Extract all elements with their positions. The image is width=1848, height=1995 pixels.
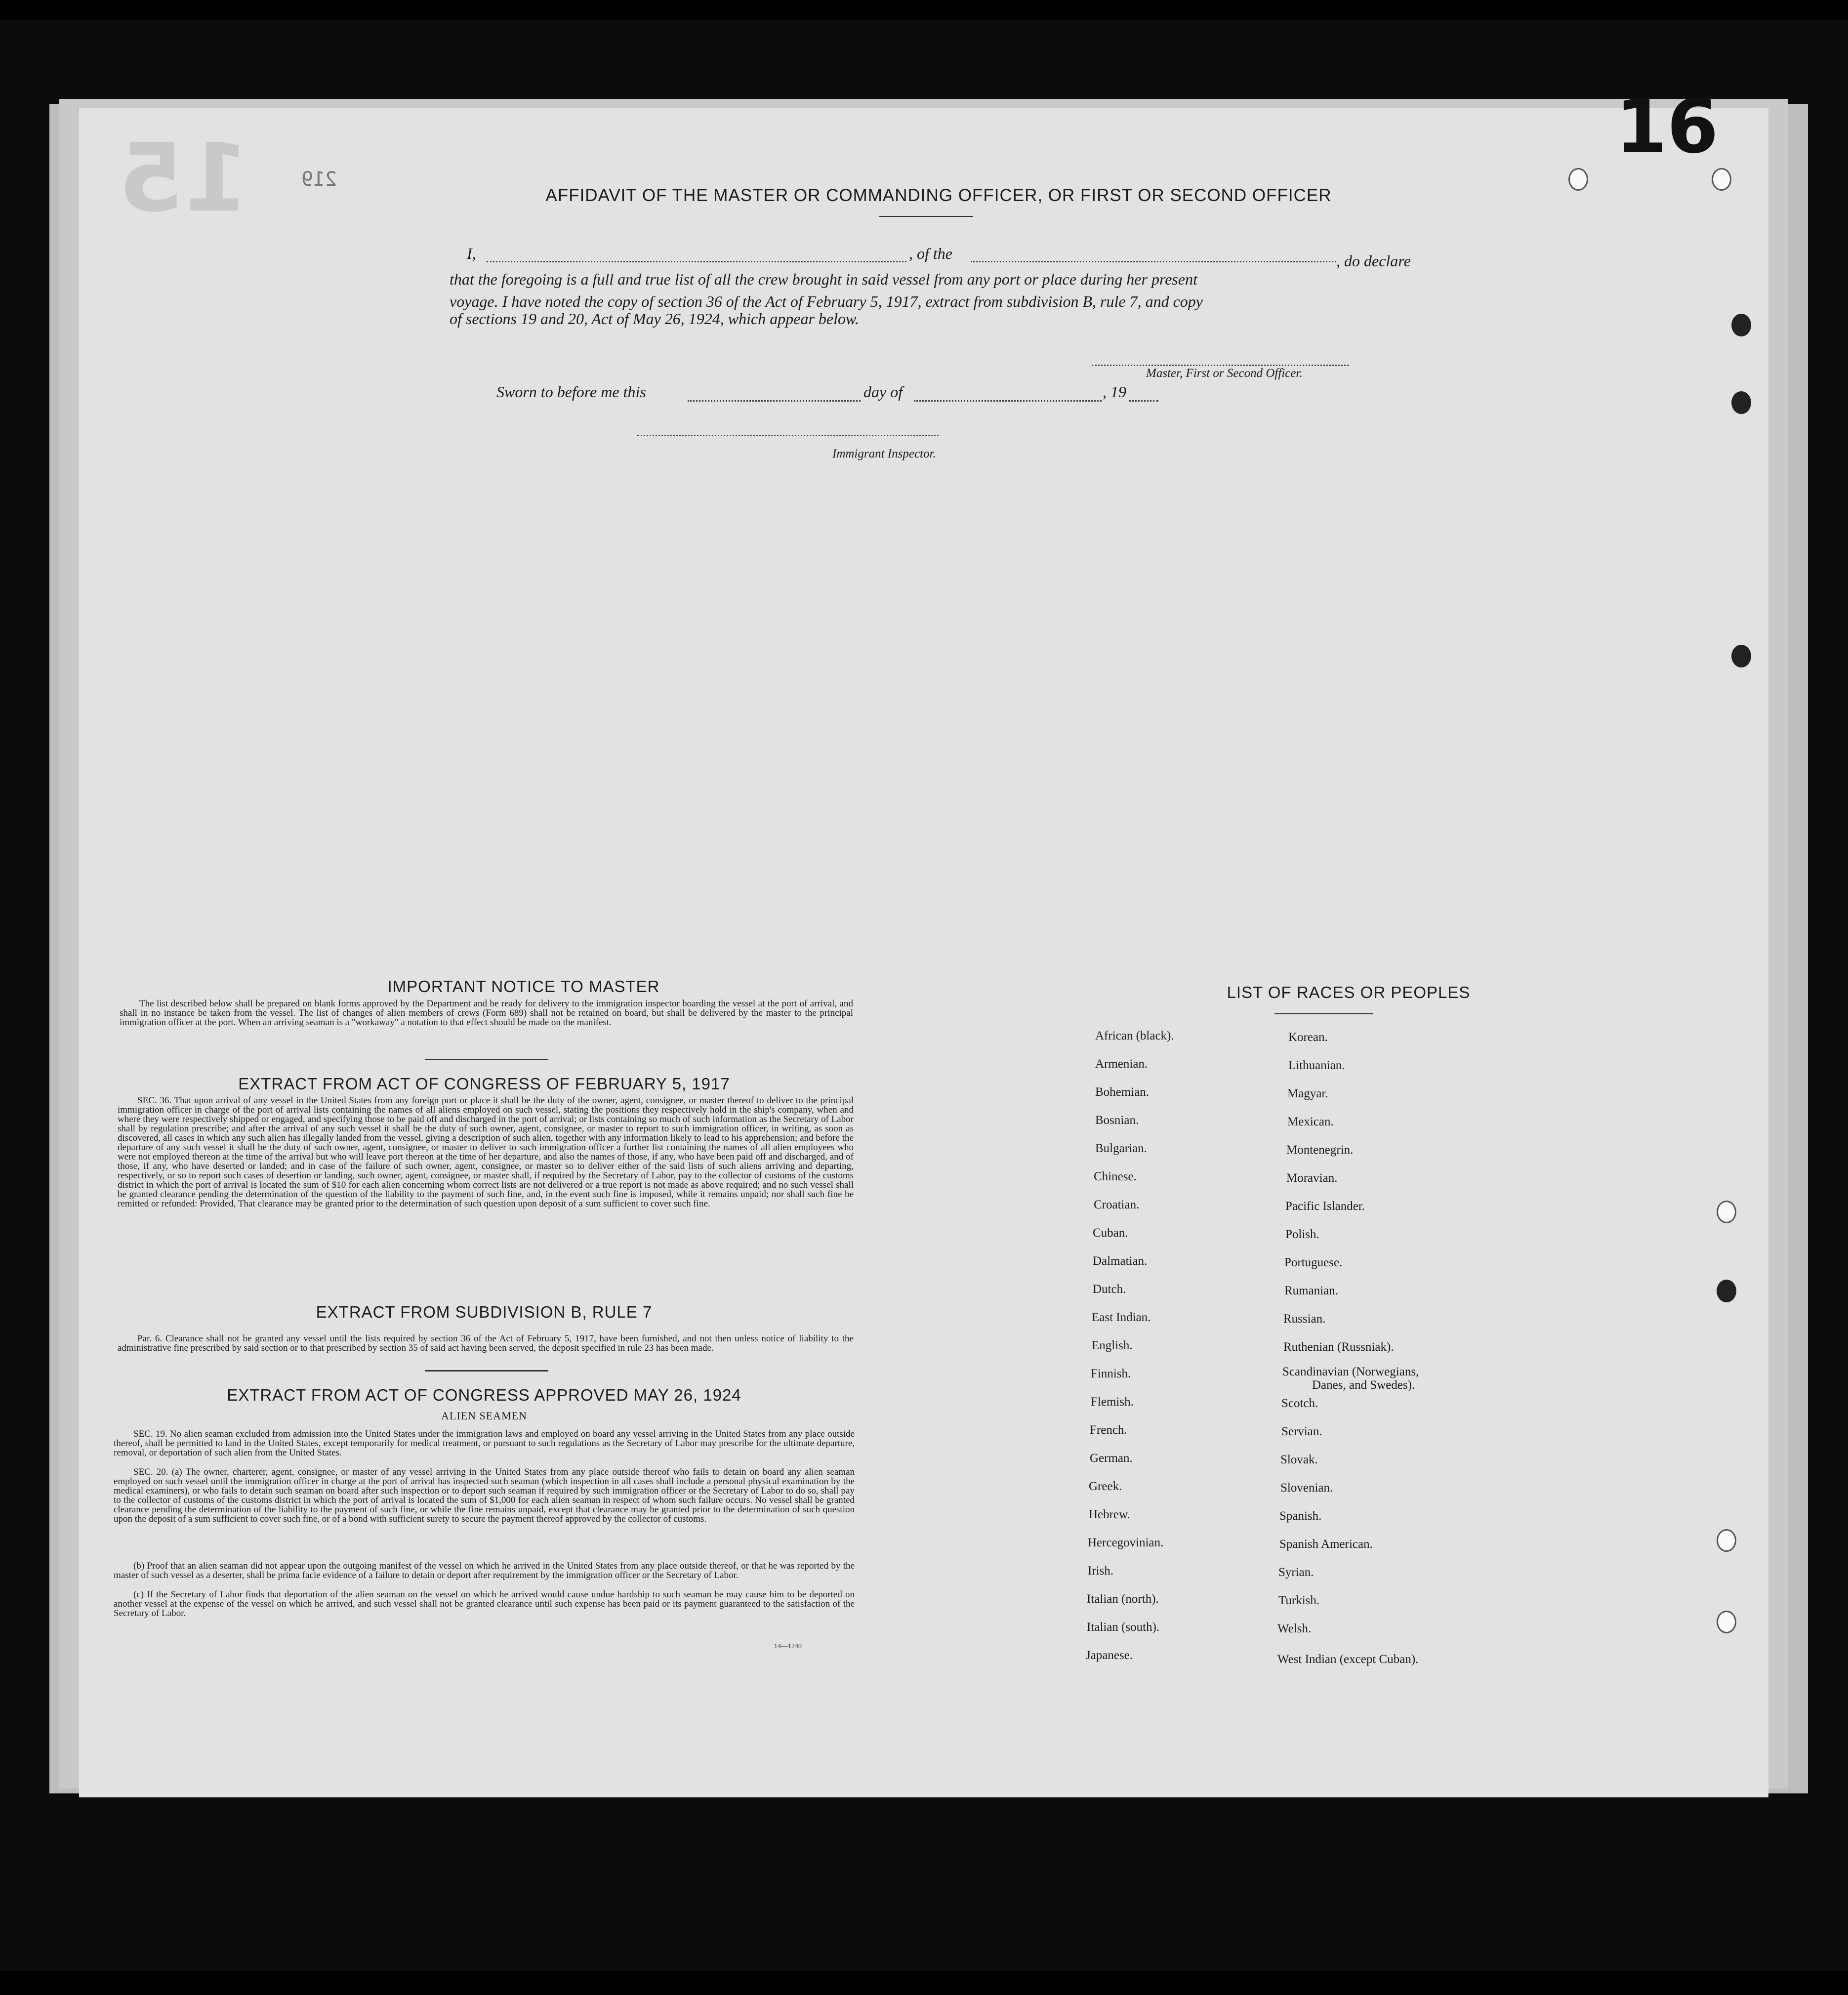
race-item: Montenegrin. [1286, 1143, 1354, 1157]
race-item: Servian. [1281, 1425, 1322, 1438]
affidavit-title: AFFIDAVIT OF THE MASTER OR COMMANDING OFFICER, OR FIRST OR SECOND OFFICER [545, 186, 1332, 205]
punch-hole-icon [1731, 645, 1751, 667]
race-item: Korean. [1288, 1031, 1328, 1044]
act-1924-title: EXTRACT FROM ACT OF CONGRESS APPROVED MAY 26, 1924 [227, 1386, 741, 1404]
races-title: LIST OF RACES OR PEOPLES [1227, 983, 1471, 1001]
race-item: Hercegovinian. [1088, 1536, 1164, 1549]
race-item: Croatian. [1094, 1198, 1140, 1211]
title-underline [879, 216, 973, 217]
sworn-text: Sworn to before me this [496, 383, 646, 401]
punch-hole-icon [1731, 314, 1751, 336]
notice-title: IMPORTANT NOTICE TO MASTER [387, 977, 660, 996]
race-item: Ruthenian (Russniak). [1283, 1340, 1394, 1354]
sworn-month-blank [914, 400, 1102, 402]
bleed-through-page-number: 15 [119, 124, 249, 233]
divider [425, 1059, 548, 1060]
sworn-day-blank [688, 400, 861, 402]
affidavit-i: I, [467, 245, 476, 262]
race-item: Armenian. [1095, 1057, 1148, 1071]
race-item: Mexican. [1287, 1115, 1334, 1128]
punch-hole-icon [1731, 391, 1751, 414]
race-item: Cuban. [1093, 1226, 1128, 1240]
race-item: Dutch. [1093, 1283, 1126, 1296]
race-item: Spanish. [1279, 1509, 1322, 1523]
race-item: Pacific Islander. [1285, 1200, 1365, 1213]
affidavit-of-the: , of the [909, 245, 952, 262]
day-of-text: day of [863, 383, 903, 401]
race-item: German. [1090, 1452, 1133, 1465]
year-blank [1129, 400, 1158, 402]
race-item: Bohemian. [1095, 1085, 1150, 1099]
punch-hole-icon [1568, 168, 1588, 191]
page-number: 16 [1615, 84, 1719, 170]
race-item: East Indian. [1092, 1311, 1151, 1324]
race-item: Scandinavian (Norwegians, [1282, 1365, 1419, 1378]
sec19-text: SEC. 19. No alien seaman excluded from admission into the United States under the immigration laws and employed on board any vessel arriving in the United States from any place outside thereof, shall be permitted to land in the United States, except temporarily for medical treatment, or pursuant to such regulations as the Secretary of Labor may prescribe for the ultimate departure, removal, or deportation of such alien from the United States. [114, 1429, 855, 1458]
race-item: Flemish. [1091, 1395, 1134, 1409]
year-prefix: , 19 [1103, 383, 1126, 401]
race-item: Bosnian. [1095, 1114, 1139, 1127]
punch-hole-icon [1717, 1529, 1736, 1552]
film-frame-bottom [0, 1971, 1848, 1995]
race-item: Japanese. [1086, 1649, 1133, 1662]
race-item: West Indian (except Cuban). [1277, 1653, 1419, 1666]
punch-hole-icon [1717, 1280, 1736, 1302]
race-item: Slovenian. [1280, 1481, 1333, 1495]
inspector-label: Immigrant Inspector. [832, 447, 936, 460]
film-frame-top [0, 0, 1848, 20]
race-item: Portuguese. [1284, 1256, 1343, 1269]
race-item: Finnish. [1091, 1367, 1131, 1380]
race-item: Bulgarian. [1095, 1142, 1147, 1155]
race-item: Magyar. [1287, 1087, 1328, 1100]
act-1917-title: EXTRACT FROM ACT OF CONGRESS OF FEBRUARY 5, 1917 [238, 1075, 730, 1093]
affidavit-declare: , do declare [1336, 252, 1411, 270]
race-item: English. [1092, 1339, 1133, 1352]
race-item: Scotch. [1281, 1397, 1318, 1410]
race-item: Dalmatian. [1093, 1254, 1148, 1268]
race-item: Polish. [1285, 1228, 1319, 1241]
bleed-through-code: 219 [301, 168, 337, 191]
race-item: Lithuanian. [1288, 1059, 1345, 1072]
race-item: Welsh. [1277, 1622, 1312, 1635]
race-item: Turkish. [1278, 1594, 1320, 1607]
master-signature-line [1092, 365, 1349, 366]
race-item: Italian (south). [1087, 1621, 1160, 1634]
race-item: Syrian. [1278, 1566, 1314, 1579]
race-item: Spanish American. [1279, 1538, 1373, 1551]
rule7-title: EXTRACT FROM SUBDIVISION B, RULE 7 [316, 1303, 653, 1321]
punch-hole-icon [1717, 1201, 1736, 1223]
punch-hole-icon [1717, 1611, 1736, 1633]
race-item: Hebrew. [1089, 1508, 1130, 1521]
affidavit-line-4: of sections 19 and 20, Act of May 26, 1924, which appear below. [450, 310, 859, 328]
name-blank [487, 261, 906, 262]
sec20b-text: (b) Proof that an alien seaman did not appear upon the outgoing manifest of the vessel on which he arrived in the United States from any place outside thereof, or that he was reported by the master of such vessel as a deserter, shall be prima facie evidence of a failure to detain or deport after requirement by the immigration officer or the Secretary of Labor. [114, 1561, 855, 1580]
race-item: Danes, and Swedes). [1312, 1378, 1415, 1392]
notice-text: The list described below shall be prepared on blank forms approved by the Department and be ready for delivery to the immigration inspector boarding the vessel at the port of arrival, and shall in no instance be taken from the vessel. The list of changes of alien members of crews (Form 689) shall not be retained on board, but shall be delivered by the master to the principal immigration officer at the port. When an arriving seaman is a "workaway" a notation to that effect should be made on the manifest. [120, 998, 853, 1028]
act-1917-text: SEC. 36. That upon arrival of any vessel in the United States from any foreign port or place it shall be the duty of the owner, agent, consignee, or master thereof to deliver to the principal immigration officer in charge of the port of arrival lists containing the names of all aliens employed on such vessel, stating the positions they respectively hold in the ship's company, when and where they were respectively shipped or engaged, and specifying those to be paid off and discharged in the port of arrival; or lists containing so much of such information as the Secretary of Labor shall by regulation prescribe; and after the arrival of any such vessel it shall be the duty of such owner, agent, consignee, or master to report to such immigration officer, in writing, as soon as discovered, all cases in which any such alien has illegally landed from the vessel, giving a description of such alien, together with any information likely to lead to his apprehension; and before the departure of any such vessel it shall be the duty of such owner, agent, consignee, or master to deliver to such immigration officer a further list containing the names of all alien employees who were not employed thereon at the time of the arrival but who will leave port thereon at the time of her departure, and also the names of those, if any, who have been paid off and discharged, and of those, if any, who have deserted or landed; and in case of the failure of such owner, agent, consignee, or master so to deliver either of the said lists of such aliens arriving and departing, respectively, or so to report such cases of desertion or landing, such owner, agent, consignee, or master shall, if required by the Secretary of Labor, pay to the collector of customs of the customs district in which the port of arrival is located the sum of $10 for each alien concerning whom correct lists are not delivered or a true report is not made as above required; and no such vessel shall be granted clearance pending the determination of the question of the liability to the payment of such fine, and, in the event such fine is imposed, while it remains unpaid; nor shall such fine be remitted or refunded: Provided, That clearance may be granted prior to the determination of such question upon deposit of a sum sufficient to cover such fine. [118, 1095, 854, 1209]
race-item: Moravian. [1286, 1171, 1338, 1185]
act-1924-subtitle: ALIEN SEAMEN [441, 1410, 527, 1422]
document-page [79, 108, 1768, 1797]
sec20a-text: SEC. 20. (a) The owner, charterer, agent, consignee, or master of any vessel arriving in the United States from any place outside thereof who fails to detain on board any alien seaman employed on such vessel until the immigration officer in charge at the port of arrival has inspected such seaman (which inspection in all cases shall include a personal physical examination by the medical examiners), or who fails to detain such seaman on board after such inspection or to deport such seaman if required by such immigration officer or the Secretary of Labor to do so, shall pay to the collector of customs of the customs district in which the port of arrival is located the sum of $1,000 for each alien seaman in respect of whom such failure occurs. No vessel shall be granted clearance pending the determination of the liability to the payment of such fine, or while the fine remains unpaid, except that clearance may be granted prior to the determination of such question upon the deposit of a sum sufficient to cover such fine, or of a bond with sufficient surety to secure the payment thereof approved by the collector of customs. [114, 1467, 855, 1524]
vessel-blank [971, 261, 1336, 262]
rule7-text: Par. 6. Clearance shall not be granted any vessel until the lists required by section 36 of the Act of February 5, 1917, have been furnished, and not then unless notice of liability to the administrative fine prescribed by said section or to that prescribed by section 35 of said act having been served, the deposit specified in rule 23 has been made. [118, 1333, 854, 1353]
affidavit-line-2: that the foregoing is a full and true list of all the crew brought in said vessel from any port or place during her present [450, 270, 1197, 288]
race-item: French. [1090, 1423, 1127, 1437]
race-item: Greek. [1089, 1480, 1122, 1493]
race-item: Italian (north). [1087, 1592, 1159, 1606]
sec20c-text: (c) If the Secretary of Labor finds that deportation of the alien seaman on the vessel on which he arrived would cause undue hardship to such seaman he may cause him to be deported on another vessel at the expense of the vessel on which he arrived, and such vessel shall not be granted clearance until such expense has been paid or its payment guaranteed to the satisfaction of the Secretary of Labor. [114, 1589, 855, 1619]
punch-hole-icon [1712, 168, 1731, 191]
divider [425, 1370, 548, 1372]
affidavit-line-3: voyage. I have noted the copy of section 36 of the Act of February 5, 1917, extract from subdivision B, rule 7, and copy [450, 292, 1203, 310]
race-item: Irish. [1088, 1564, 1114, 1578]
master-signature-label: Master, First or Second Officer. [1146, 367, 1303, 380]
race-item: Slovak. [1280, 1453, 1318, 1466]
inspector-signature-line [637, 435, 939, 436]
race-item: Russian. [1283, 1312, 1326, 1326]
race-item: African (black). [1095, 1029, 1174, 1042]
race-item: Rumanian. [1284, 1284, 1339, 1297]
form-code: 14—1240 [774, 1643, 802, 1650]
race-item: Chinese. [1094, 1170, 1137, 1183]
divider [1274, 1013, 1373, 1014]
